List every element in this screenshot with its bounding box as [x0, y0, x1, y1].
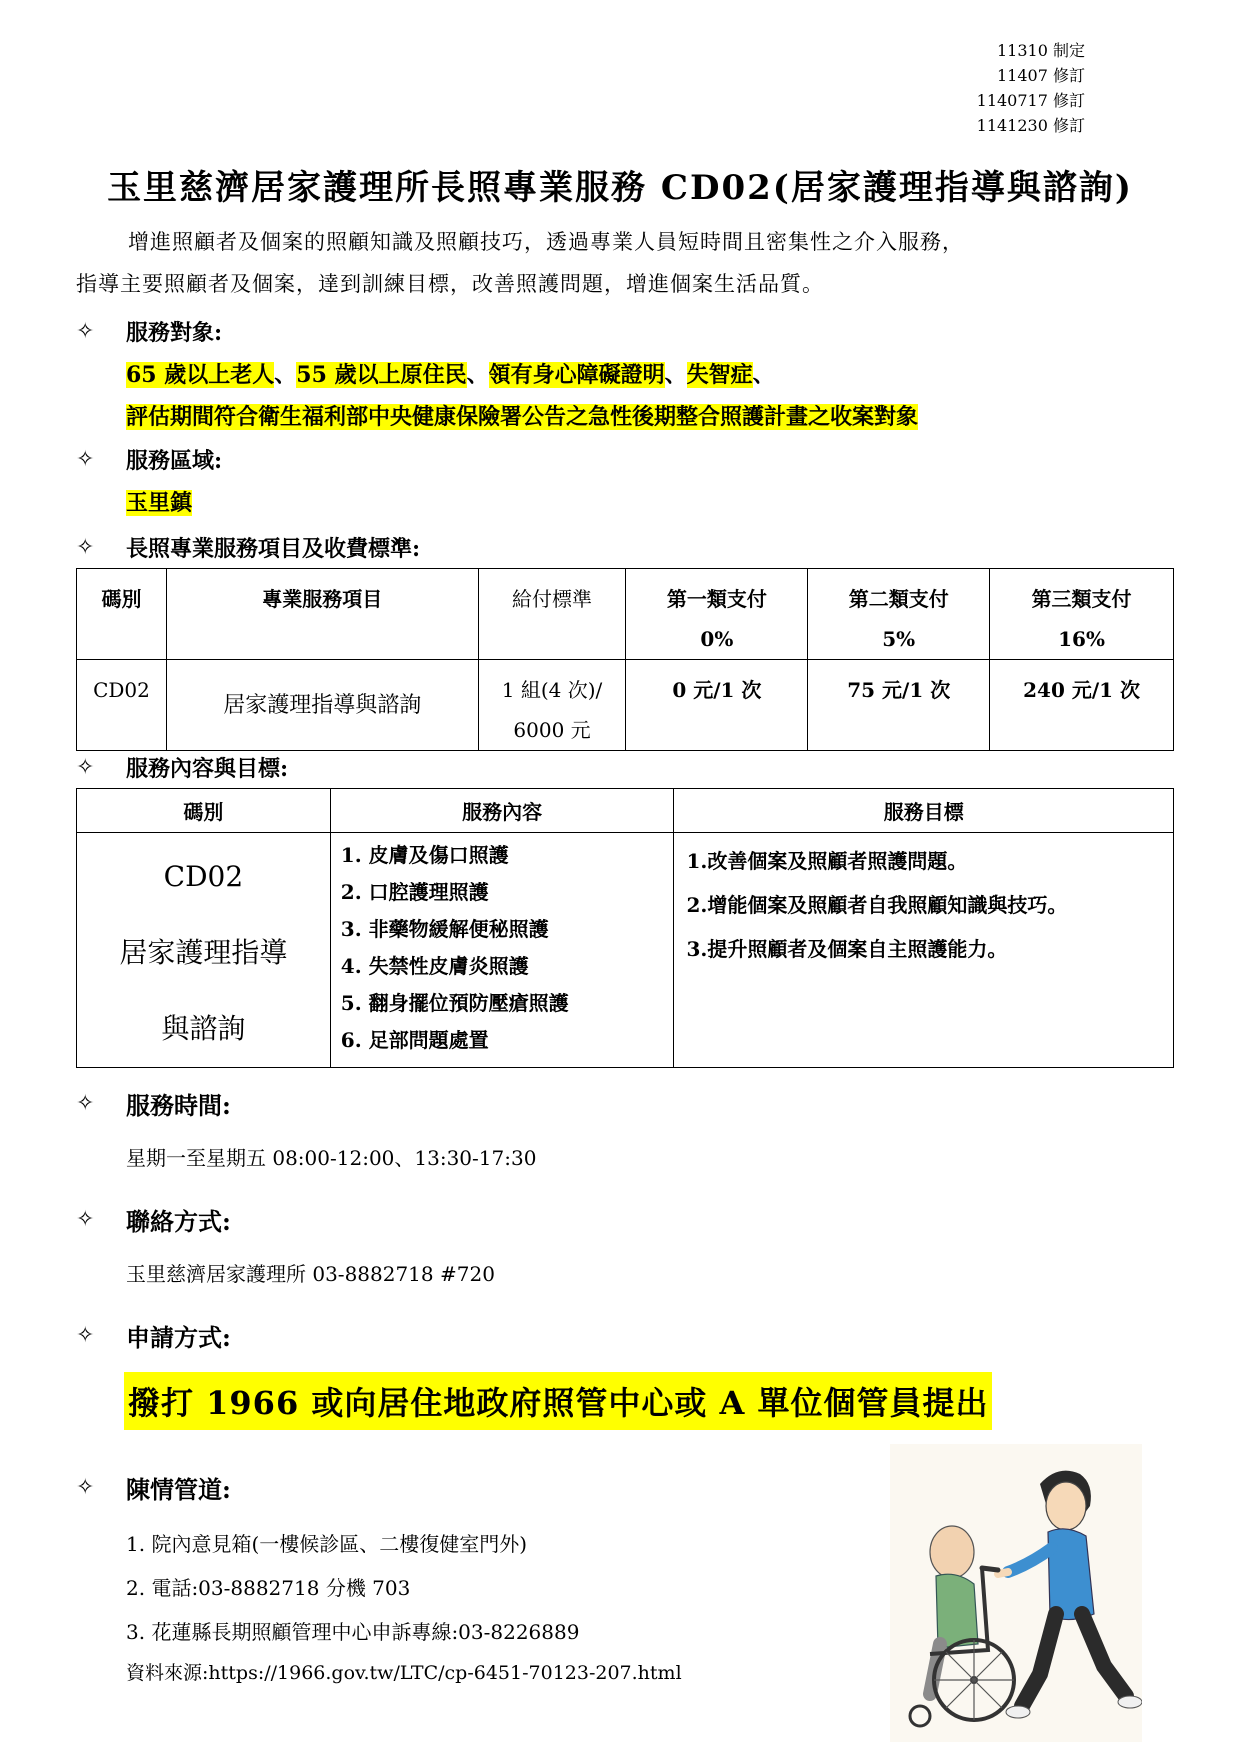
star-bullet-icon: ✧ [76, 1207, 95, 1232]
complaint-heading-label: 陳情管道: [126, 1475, 231, 1504]
fees-heading [76, 532, 420, 563]
fee-header-class3 [990, 569, 1174, 660]
fee-cell-standard [478, 660, 626, 751]
apply-heading-label: 申請方式: [126, 1323, 231, 1352]
fee-table-header-row [77, 569, 1174, 660]
caregiver-wheelchair-icon [890, 1444, 1142, 1742]
revision-line: 11310 制定 [997, 41, 1085, 60]
revision-line: 1141230 修訂 [976, 116, 1085, 135]
star-bullet-icon: ✧ [76, 755, 95, 780]
area-value [126, 486, 192, 517]
content-table-header-row [77, 789, 1174, 833]
list-item: 1.改善個案及照顧者照護問題。 [686, 849, 968, 873]
list-item: 6. 足部問題處置 [340, 1028, 489, 1052]
fee-cell-code: CD02 [77, 660, 167, 751]
list-item: 1. 院內意見箱(一樓候診區、二樓復健室門外) [126, 1532, 528, 1556]
contact-value: 玉里慈濟居家護理所 03-8882718 #720 [126, 1262, 495, 1286]
revision-line: 11407 修訂 [997, 66, 1085, 85]
content-code-line: 與諮詢 [161, 1012, 246, 1045]
content-cell-goals [674, 833, 1174, 1068]
list-item: 4. 失禁性皮膚炎照護 [340, 954, 529, 978]
separator: 、 [664, 362, 687, 388]
fee-cell-class2: 75 元/1 次 [808, 660, 990, 751]
content-cell-items [330, 833, 674, 1068]
star-bullet-icon: ✧ [76, 1323, 95, 1348]
content-heading-label: 服務內容與目標: [126, 756, 289, 782]
targets-heading-label: 服務對象: [126, 320, 223, 346]
fee-header-class2-label: 第二類支付 [848, 587, 949, 611]
fee-header-class2 [808, 569, 990, 660]
list-item: 2. 電話:03-8882718 分機 703 [126, 1576, 411, 1600]
revision-notes [900, 38, 1085, 138]
separator: 、 [466, 362, 489, 388]
intro-line-1: 增進照顧者及個案的照顧知識及照顧技巧，透過專業人員短時間且密集性之介入服務， [128, 230, 964, 254]
content-cell-code [77, 833, 331, 1068]
table-row [77, 660, 1174, 751]
fee-header-class1-rate: 0% [700, 627, 734, 651]
apply-heading [76, 1318, 231, 1353]
area-value-text: 玉里鎮 [126, 490, 193, 516]
fee-header-standard: 給付標準 [478, 569, 626, 660]
list-item: 3. 非藥物緩解便秘照護 [340, 917, 549, 941]
apply-value: 撥打 1966 或向居住地政府照管中心或 A 單位個管員提出 [124, 1372, 992, 1430]
fee-header-class1-label: 第一類支付 [666, 587, 767, 611]
highlighted-target: 領有身心障礙證明 [488, 362, 665, 388]
separator: 、 [752, 362, 775, 388]
fee-header-class2-rate: 5% [882, 627, 916, 651]
fee-standard-line: 1 組(4 次)/ [501, 678, 603, 702]
targets-line-2 [126, 400, 918, 431]
star-bullet-icon: ✧ [76, 447, 95, 472]
content-code-line: 居家護理指導 [119, 936, 288, 969]
fees-heading-label: 長照專業服務項目及收費標準: [126, 536, 421, 562]
fee-header-class3-rate: 16% [1058, 627, 1105, 651]
fee-cell-class1: 0 元/1 次 [626, 660, 808, 751]
fee-cell-item: 居家護理指導與諮詢 [166, 660, 478, 751]
highlighted-target: 55 歲以上原住民 [296, 362, 467, 388]
fee-standard-line: 6000 元 [513, 718, 591, 742]
content-heading [76, 752, 288, 783]
star-bullet-icon: ✧ [76, 1091, 95, 1116]
highlighted-target: 失智症 [686, 362, 753, 388]
area-heading [76, 444, 222, 475]
content-header-goal: 服務目標 [674, 789, 1174, 833]
intro-line-2: 指導主要照顧者及個案，達到訓練目標，改善照護問題，增進個案生活品質。 [76, 272, 824, 296]
star-bullet-icon: ✧ [76, 319, 95, 344]
star-bullet-icon: ✧ [76, 535, 95, 560]
targets-line-2-text: 評估期間符合衛生福利部中央健康保險署公告之急性後期整合照護計畫之收案對象 [126, 404, 919, 430]
table-row [77, 833, 1174, 1068]
source-note: 資料來源:https://1966.gov.tw/LTC/cp-6451-70123-207.html [126, 1662, 682, 1684]
caregiver-wheelchair-illustration [890, 1444, 1142, 1742]
revision-line: 1140717 修訂 [976, 91, 1085, 110]
highlighted-target: 65 歲以上老人 [126, 362, 275, 388]
targets-line-1 [126, 358, 775, 389]
content-header-code: 碼別 [77, 789, 331, 833]
separator: 、 [274, 362, 297, 388]
content-code-line: CD02 [163, 860, 244, 893]
contact-heading [76, 1202, 231, 1237]
fee-header-class3-label: 第三類支付 [1031, 587, 1132, 611]
contact-heading-label: 聯絡方式: [126, 1207, 231, 1236]
fee-header-item: 專業服務項目 [166, 569, 478, 660]
hours-heading [76, 1086, 231, 1121]
complaint-heading [76, 1470, 231, 1505]
star-bullet-icon: ✧ [76, 1475, 95, 1500]
area-heading-label: 服務區域: [126, 448, 223, 474]
page-title: 玉里慈濟居家護理所長照專業服務 CD02(居家護理指導與諮詢) [107, 168, 1133, 208]
content-header-content: 服務內容 [330, 789, 674, 833]
hours-heading-label: 服務時間: [126, 1091, 231, 1120]
hours-value: 星期一至星期五 08:00-12:00、13:30-17:30 [126, 1146, 537, 1170]
fee-header-class1 [626, 569, 808, 660]
list-item: 3.提升照顧者及個案自主照護能力。 [686, 937, 1008, 961]
list-item: 2. 口腔護理照護 [340, 880, 489, 904]
list-item: 2.增能個案及照顧者自我照顧知識與技巧。 [686, 893, 1068, 917]
content-table [76, 788, 1174, 1068]
targets-heading [76, 316, 222, 347]
list-item: 5. 翻身擺位預防壓瘡照護 [340, 991, 569, 1015]
fee-table [76, 568, 1174, 751]
list-item: 1. 皮膚及傷口照護 [340, 843, 509, 867]
list-item: 3. 花蓮縣長期照顧管理中心申訴專線:03-8226889 [126, 1620, 580, 1644]
fee-header-code: 碼別 [77, 569, 167, 660]
fee-cell-class3: 240 元/1 次 [990, 660, 1174, 751]
